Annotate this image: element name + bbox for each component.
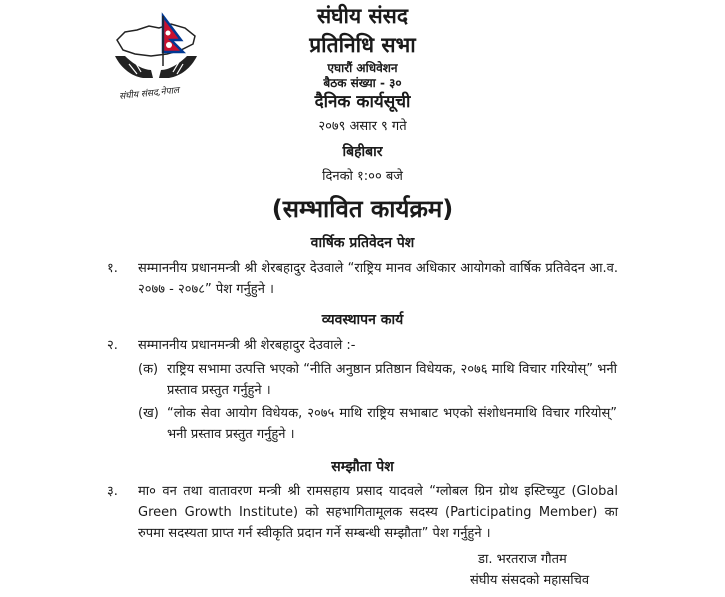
item-number: १. — [107, 261, 118, 276]
meeting-number: बैठक संख्या - ३० — [323, 76, 402, 90]
program-heading: (सम्भावित कार्यक्रम) — [271, 195, 454, 223]
item-number: २. — [107, 338, 118, 353]
section-heading-legislation: व्यवस्थापन कार्य — [321, 312, 404, 328]
item-number: ३. — [107, 484, 118, 499]
signatory-name: डा. भरतराज गौतम — [478, 552, 567, 567]
title-house: प्रतिनिधि सभा — [309, 33, 416, 57]
date-label: २०७९ असार ९ गते — [318, 119, 407, 134]
subitem-text: “लोक सेवा आयोग विधेयक, २०७५ माथि राष्ट्रिय सभाबाट भएको संशोधनमाथि विचार गरियोस्” भनी प्रस्ताव प्रस्तुत गर्नुहुने । — [167, 406, 617, 442]
title-parliament: संघीय संसद — [316, 4, 409, 28]
item-text: सम्माननीय प्रधानमन्त्री श्री शेरबहादुर देउवाले :- — [138, 338, 356, 353]
subitem-text: राष्ट्रिय सभामा उत्पत्ति भएको “नीति अनुष्ठान प्रतिष्ठान विधेयक, २०७६ माथि विचार गरियोस्” भनी प्रस्ताव प्रस्तुत गर्नुहुने । — [167, 362, 617, 398]
subitem-label: (क) — [138, 362, 159, 377]
section-heading-annual-report: वार्षिक प्रतिवेदन पेश — [310, 235, 415, 251]
item-text: सम्माननीय प्रधानमन्त्री श्री शेरबहादुर देउवाले “राष्ट्रिय मानव अधिकार आयोगको वार्षिक प्रतिवेदन आ.व. २०७७ - २०७८” पेश गर्नुहुने । — [138, 261, 618, 297]
time-label: दिनको १:०० बजे — [322, 169, 403, 184]
logo-caption: संघीय संसद,नेपाल — [118, 85, 180, 103]
subitem-label: (ख) — [138, 406, 159, 421]
section-heading-agreement: सम्झौता पेश — [331, 459, 394, 475]
signatory-designation: संघीय संसदको महासचिव — [470, 573, 590, 588]
day-label: बिहीबार — [342, 144, 383, 160]
item-text: मा० वन तथा वातावरण मन्त्री श्री रामसहाय प्रसाद यादवले “ग्लोबल ग्रिन ग्रोथ इस्टिच्युट (Global Green Growth Institute) को सहभागितामूलक सदस्य (Participating Member) का रुपमा सदस्यता प्राप्त गर्न स्वीकृति प्रदान गर्ने सम्बन्धी सम्झौता” पेश गर्नुहुने । — [138, 484, 618, 541]
session-label: एघारौं अधिवेशन — [327, 61, 398, 75]
document-title: दैनिक कार्यसूची — [314, 92, 411, 112]
